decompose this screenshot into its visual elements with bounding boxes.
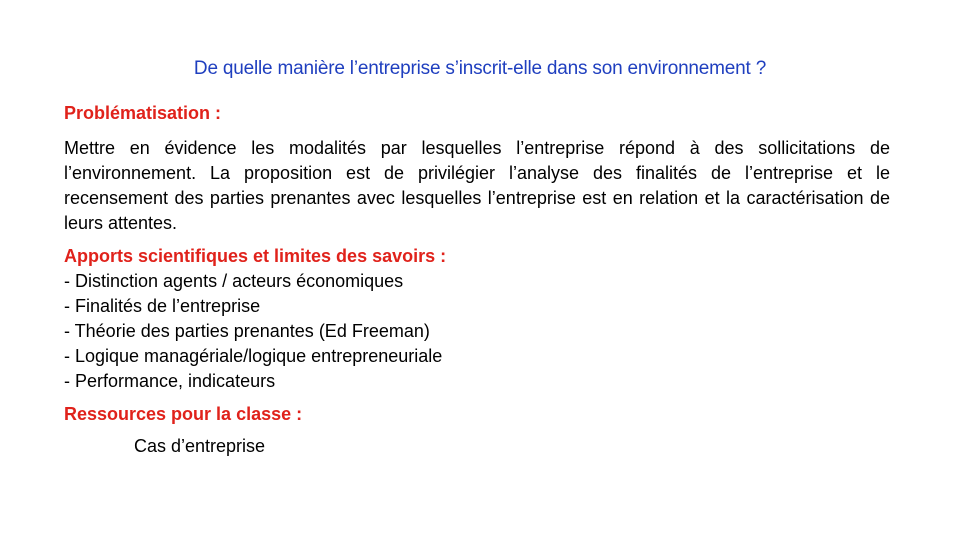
- apports-list: [64, 269, 890, 394]
- list-item: - Performance, indicateurs: [64, 371, 276, 391]
- apports-section: [64, 244, 890, 394]
- problematisation-section: [64, 101, 890, 236]
- apports-heading: Apports scientifiques et limites des savoirs :: [64, 246, 447, 266]
- list-item: - Finalités de l’entreprise: [64, 296, 261, 316]
- problematisation-heading: Problématisation :: [64, 103, 222, 123]
- slide-title: De quelle manière l’entreprise s’inscrit-elle dans son environnement ?: [193, 58, 767, 79]
- slide-content: [64, 101, 890, 459]
- ressources-heading: Ressources pour la classe :: [64, 404, 303, 424]
- list-item: - Théorie des parties prenantes (Ed Freeman): [64, 321, 430, 341]
- list-item: - Distinction agents / acteurs économiques: [64, 271, 404, 291]
- problematisation-text: Mettre en évidence les modalités par lesquelles l’entreprise répond à des sollicitations de l’environnement. La proposition est de privilégier l’analyse des finalités de l’entreprise et le recensement des parties prenantes avec lesquelles l’entreprise est en relation et la caractérisation de leurs attentes.: [64, 138, 890, 233]
- ressources-section: [64, 402, 890, 459]
- ressources-item: Cas d’entreprise: [134, 436, 266, 456]
- list-item: - Logique managériale/logique entrepreneuriale: [64, 346, 443, 366]
